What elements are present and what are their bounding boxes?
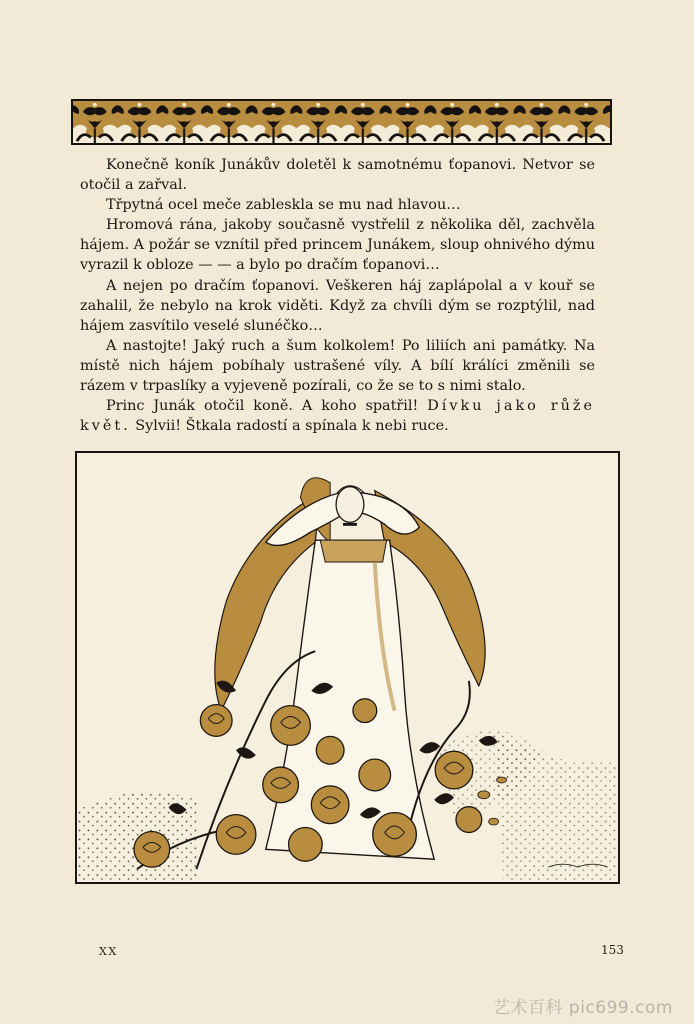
paragraph: Třpytná ocel meče zableskla se mu nad hlavou…	[106, 197, 461, 214]
story-text	[80, 155, 595, 436]
paragraph: Hromová rána, jakoby současně vystřelil z několika děl, zachvěla hájem. A požár se vznítil před princem Junákem, sloup ohnivého dýmu vyrazil k obloze — — a bylo po dračím ťopanovi…	[80, 217, 595, 274]
illustration	[75, 451, 620, 884]
text-run: Sylvii! Štkala radostí a spínala k nebi ruce.	[130, 418, 449, 435]
signature-mark: XX	[99, 945, 118, 958]
paragraph: A nastojte! Jaký ruch a šum kolkolem! Po liliích ani památky. Na místě nich hájem pobíhaly ustrašené víly. A bílí králíci změnili se rázem v trpaslíky a vyjeveně pozírali, co že se to s nimi stalo.	[80, 337, 595, 395]
paragraph-last	[80, 396, 595, 436]
woman-with-roses-illustration	[77, 453, 618, 882]
flower-pattern-icon	[73, 101, 610, 143]
paragraph: A nejen po dračím ťopanovi. Veškeren háj zaplápolal a v kouř se zahalil, že nebylo na krok viděti. Když za chvíli dým se rozptýlil, nad hájem zasvítilo veselé slunéčko…	[80, 277, 595, 334]
page-number: 153	[601, 943, 624, 957]
ornamental-frieze	[71, 99, 612, 145]
paragraph: Konečně koník Junákův doletěl k samotnému ťopanovi. Netvor se otočil a zařval.	[80, 157, 595, 194]
text-run: Princ Junák otočil koně. A koho spatřil!	[106, 398, 428, 415]
watermark: 艺术百科 pic699.com	[493, 998, 673, 1018]
spaced-emphasis: Dívku jako růže květ.	[80, 398, 595, 435]
